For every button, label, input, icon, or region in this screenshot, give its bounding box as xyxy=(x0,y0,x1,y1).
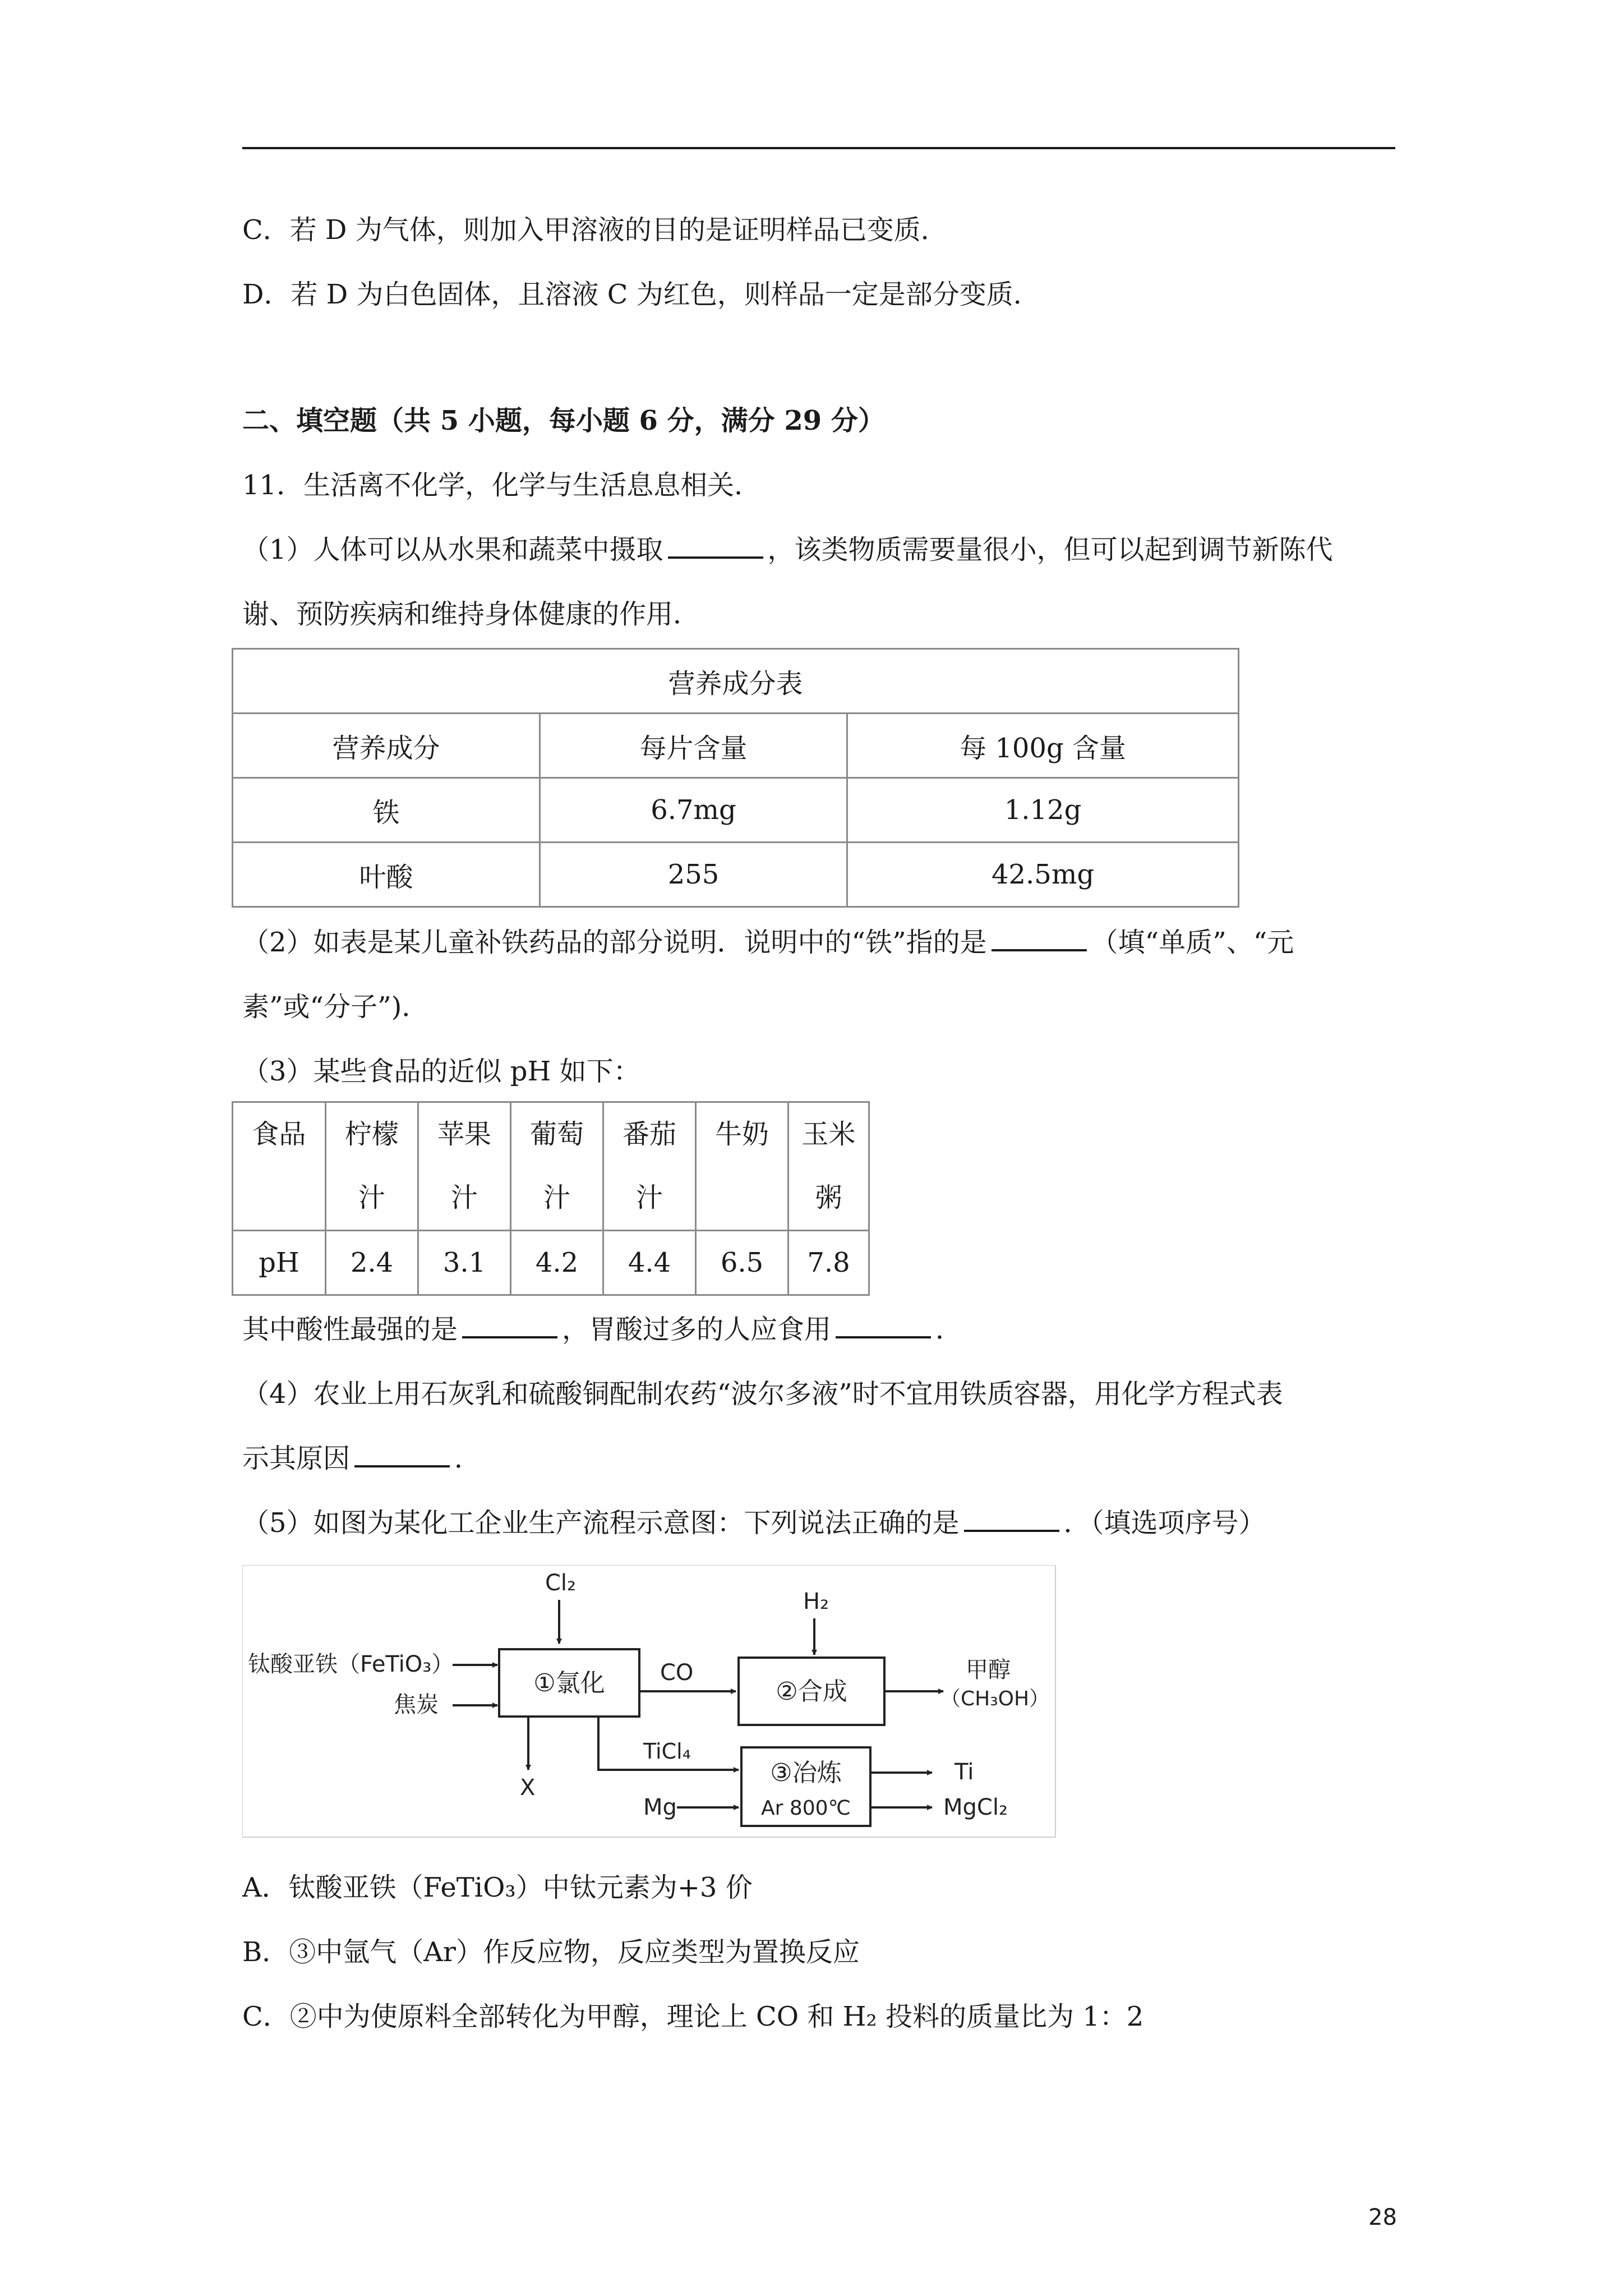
food-name-cell: 牛奶 xyxy=(696,1102,789,1231)
ph-value-cell: 3.1 xyxy=(418,1231,511,1295)
methanol-label: 甲醇 xyxy=(966,1657,1011,1683)
ti-label: Ti xyxy=(955,1759,974,1785)
table-row xyxy=(233,843,1239,907)
answer-blank-2[interactable] xyxy=(992,927,1087,951)
table-cell: 255 xyxy=(540,843,847,907)
nutrition-table xyxy=(232,648,1239,908)
question-11-part1-line2: 谢、预防疾病和维持身体健康的作用． xyxy=(242,599,700,630)
ph-value-cell: 2.4 xyxy=(326,1231,418,1295)
table-cell: 1.12g xyxy=(847,778,1239,843)
ph-label-cell: pH xyxy=(233,1231,326,1295)
option-d-prev: D．若 D 为白色固体，且溶液 C 为红色，则样品一定是部分变质． xyxy=(242,279,1040,310)
answer-blank-5[interactable] xyxy=(354,1443,450,1467)
box-smelting-condition: Ar 800℃ xyxy=(760,1797,851,1820)
part1-text-a: （1）人体可以从水果和蔬菜中摄取 xyxy=(242,534,663,565)
answer-blank-6[interactable] xyxy=(964,1507,1059,1532)
option-c-prev: C．若 D 为气体，则加入甲溶液的目的是证明样品已变质． xyxy=(242,214,948,246)
choice-b: B．③中氩气（Ar）作反应物，反应类型为置换反应 xyxy=(242,1936,860,1968)
question-11-part3: （3）某些食品的近似 pH 如下： xyxy=(242,1056,640,1087)
part3-text-a: 其中酸性最强的是 xyxy=(242,1314,458,1345)
section-title: 二、填空题（共 5 小题，每小题 6 分，满分 29 分） xyxy=(242,405,885,436)
input-fetio3-label: 钛酸亚铁（FeTiO₃） xyxy=(248,1651,454,1677)
mgcl2-label: MgCl₂ xyxy=(943,1795,1008,1820)
ticl4-label: TiCl₄ xyxy=(643,1739,691,1764)
part4-text-b: 示其原因 xyxy=(242,1443,351,1474)
question-11-part2-line1 xyxy=(242,926,1294,959)
part5-text-b: ．（填选项序号） xyxy=(1063,1507,1266,1539)
table-cell: 42.5mg xyxy=(847,843,1239,907)
nutrition-header-cell: 每片含量 xyxy=(540,714,847,778)
part4-text-c: ． xyxy=(454,1443,482,1474)
cl2-label: Cl₂ xyxy=(545,1570,577,1596)
table-cell: 叶酸 xyxy=(233,843,540,907)
h2-label: H₂ xyxy=(803,1589,829,1614)
choice-c: C．②中为使原料全部转化为甲醇，理论上 CO 和 H₂ 投料的质量比为 1：2 xyxy=(242,2001,1144,2032)
box-chlorination-label: ①氯化 xyxy=(533,1669,605,1697)
part3-text-b: ，胃酸过多的人应食用 xyxy=(562,1314,832,1345)
question-11-part3-answer-line xyxy=(242,1313,962,1346)
co-label: CO xyxy=(660,1660,694,1686)
food-name-cell: 玉米 粥 xyxy=(789,1102,869,1231)
answer-blank-1[interactable] xyxy=(668,534,763,559)
part2-text-b: （填“单质”、“元 xyxy=(1091,927,1294,958)
part5-text-a: （5）如图为某化工企业生产流程示意图：下列说法正确的是 xyxy=(242,1507,960,1539)
header-rule xyxy=(242,147,1395,149)
box-synthesis-label: ②合成 xyxy=(776,1677,847,1706)
food-name-cell: 柠檬 汁 xyxy=(326,1102,418,1231)
nutrition-table-caption: 营养成分表 xyxy=(233,649,1239,714)
part2-text-a: （2）如表是某儿童补铁药品的部分说明．说明中的“铁”指的是 xyxy=(242,927,987,958)
answer-blank-4[interactable] xyxy=(836,1314,931,1338)
food-name-cell: 苹果 汁 xyxy=(418,1102,511,1231)
nutrition-header-cell: 每 100g 含量 xyxy=(847,714,1239,778)
part3-text-c: ． xyxy=(935,1314,963,1345)
page-number: 28 xyxy=(1368,2205,1397,2230)
answer-blank-3[interactable] xyxy=(462,1314,557,1338)
flow-diagram xyxy=(242,1565,1061,1840)
mg-label: Mg xyxy=(643,1795,677,1820)
table-row xyxy=(233,1231,869,1295)
table-row xyxy=(233,778,1239,843)
question-11-part1-line1 xyxy=(242,533,1333,567)
ph-value-cell: 7.8 xyxy=(789,1231,869,1295)
part1-text-b: ，该类物质需要量很小，但可以起到调节新陈代 xyxy=(767,534,1333,565)
ph-value-cell: 4.2 xyxy=(511,1231,603,1295)
choice-a: A．钛酸亚铁（FeTiO₃）中钛元素为+3 价 xyxy=(242,1872,753,1903)
ph-header-food: 食品 xyxy=(233,1102,326,1231)
nutrition-header-cell: 营养成分 xyxy=(233,714,540,778)
table-cell: 铁 xyxy=(233,778,540,843)
methanol-formula: （CH₃OH） xyxy=(940,1687,1050,1710)
question-11-part5 xyxy=(242,1506,1266,1540)
question-11-part2-line2: 素”或“分子”)． xyxy=(242,991,429,1023)
question-11-part4-line2 xyxy=(242,1442,481,1475)
table-cell: 6.7mg xyxy=(540,778,847,843)
input-coke-label: 焦炭 xyxy=(394,1692,439,1718)
food-name-cell: 番茄 汁 xyxy=(603,1102,696,1231)
ph-table xyxy=(232,1101,870,1296)
x-label: X xyxy=(520,1775,536,1801)
question-11-stem: 11．生活离不化学，化学与生活息息相关． xyxy=(242,470,762,501)
question-11-part4-line1: （4）农业上用石灰乳和硫酸铜配制农药“波尔多液”时不宜用铁质容器，用化学方程式表 xyxy=(242,1378,1283,1410)
box-smelting-label: ③冶炼 xyxy=(770,1759,842,1787)
ph-value-cell: 4.4 xyxy=(603,1231,696,1295)
ph-value-cell: 6.5 xyxy=(696,1231,789,1295)
food-name-cell: 葡萄 汁 xyxy=(511,1102,603,1231)
